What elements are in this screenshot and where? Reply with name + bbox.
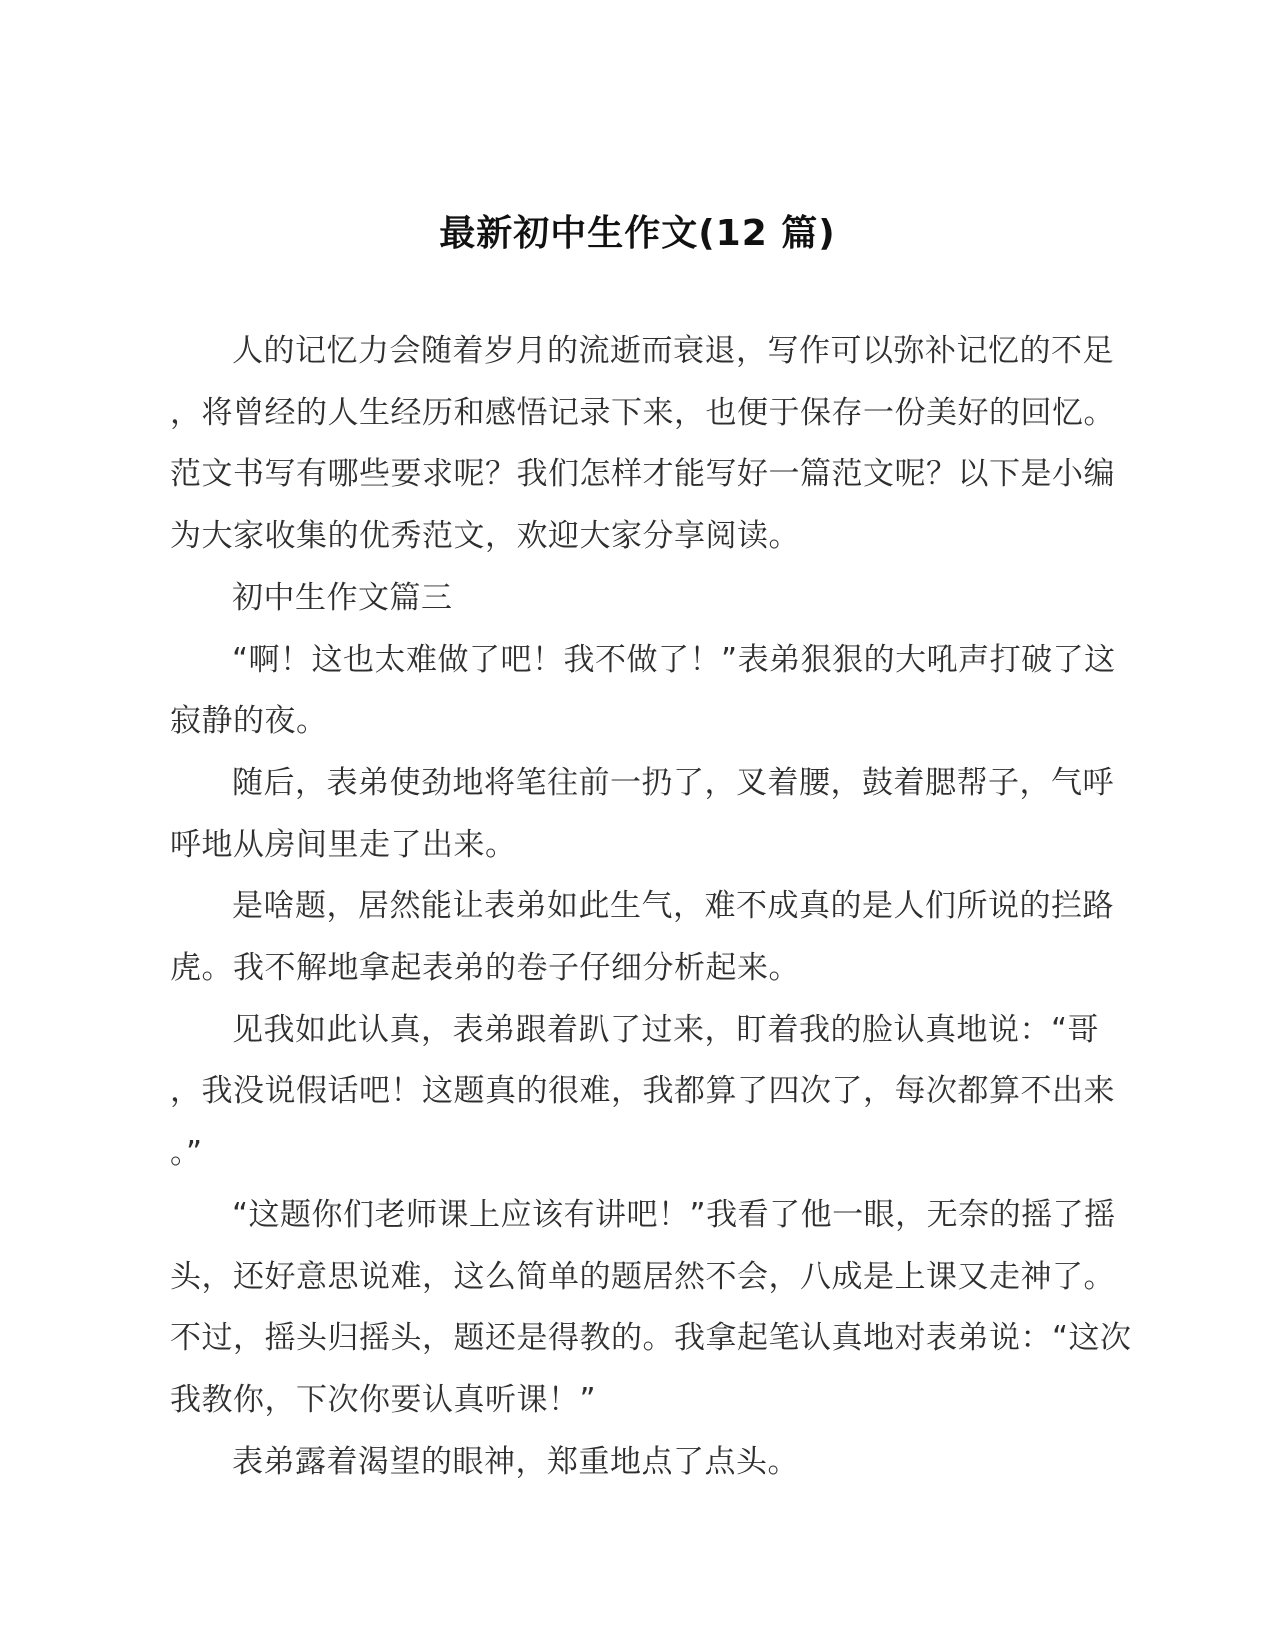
text-line: 寂静的夜。 [170, 703, 328, 740]
text-line: 随后，表弟使劲地将笔往前一扔了，叉着腰，鼓着腮帮子，气呼 [232, 764, 1114, 801]
text-line: 虎。我不解地拿起表弟的卷子仔细分析起来。 [170, 950, 800, 987]
text-line: 范文书写有哪些要求呢？我们怎样才能写好一篇范文呢？以下是小编 [170, 456, 1115, 493]
text-line: 呼地从房间里走了出来。 [170, 826, 517, 863]
document-title: 最新初中生作文(12 篇) [439, 213, 836, 254]
text-line: 见我如此认真，表弟跟着趴了过来，盯着我的脸认真地说：“哥 [232, 1011, 1100, 1048]
text-line: ，我没说假话吧！这题真的很难，我都算了四次了，每次都算不出来 [170, 1073, 1115, 1110]
text-line: 人的记忆力会随着岁月的流逝而衰退，写作可以弥补记忆的不足 [232, 333, 1114, 369]
document-body [170, 321, 1132, 1493]
text-line: 初中生作文篇三 [232, 579, 453, 616]
text-line: ，将曾经的人生经历和感悟记录下来，也便于保存一份美好的回忆。 [170, 394, 1115, 431]
text-line: 头，还好意思说难，这么简单的题居然不会，八成是上课又走神了。 [170, 1258, 1115, 1295]
text-line: “啊！这也太难做了吧！我不做了！”表弟狠狠的大吼声打破了这 [232, 641, 1116, 678]
text-line: 是啥题，居然能让表弟如此生气，难不成真的是人们所说的拦路 [232, 888, 1114, 925]
text-line: “这题你们老师课上应该有讲吧！”我看了他一眼，无奈的摇了摇 [232, 1196, 1116, 1233]
text-line: 不过，摇头归摇头，题还是得教的。我拿起笔认真地对表弟说：“这次 [170, 1320, 1132, 1357]
text-line: 。” [170, 1135, 203, 1172]
text-line: 我教你，下次你要认真听课！” [170, 1381, 597, 1418]
text-line: 表弟露着渴望的眼神，郑重地点了点头。 [232, 1443, 799, 1480]
text-line: 为大家收集的优秀范文，欢迎大家分享阅读。 [170, 518, 800, 555]
